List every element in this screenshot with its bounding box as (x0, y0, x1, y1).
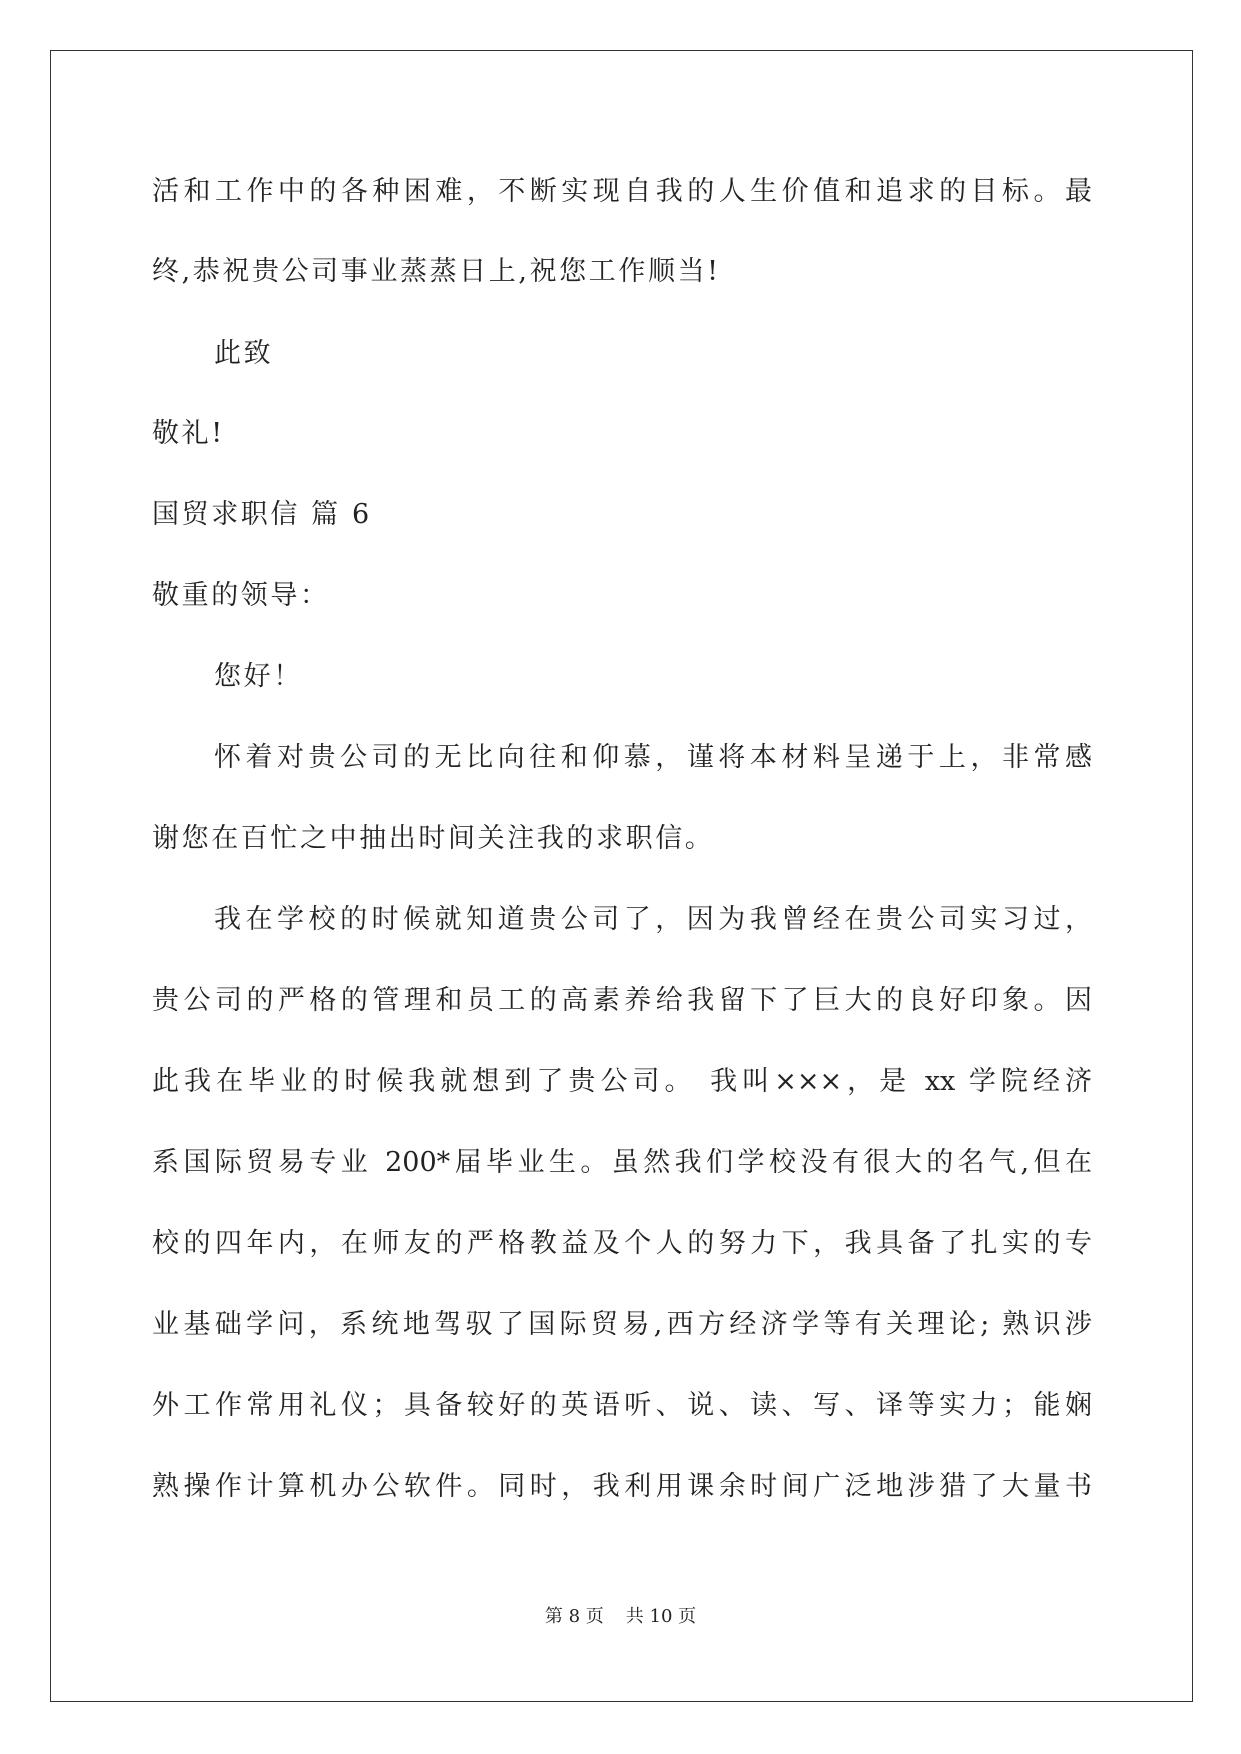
text-line: 谢您在百忙之中抽出时间关注我的求职信。 (152, 823, 715, 854)
letter-hello: 您好！ (214, 661, 303, 692)
text-line: 业基础学问，系统地驾驭了国际贸易,西方经济学等有关理论; 熟识涉 (152, 1309, 1092, 1340)
text-line: 活和工作中的各种困难，不断实现自我的人生价值和追求的目标。最 (152, 176, 1092, 207)
text-line: 我在学校的时候就知道贵公司了，因为我曾经在贵公司实习过， (214, 904, 1092, 935)
letter-greeting: 敬重的领导： (152, 580, 330, 611)
page-border (50, 50, 1193, 1702)
page-total: 共 10 页 (625, 1606, 697, 1627)
closing-phrase: 此致 (214, 338, 274, 369)
text-line: 终,恭祝贵公司事业蒸蒸日上,祝您工作顺当! (152, 256, 721, 287)
salutation-closing: 敬礼! (152, 418, 225, 449)
text-line: 怀着对贵公司的无比向往和仰慕，谨将本材料呈递于上，非常感 (214, 742, 1092, 773)
page-number: 第 8 页 (544, 1606, 604, 1627)
text-line: 贵公司的严格的管理和员工的高素养给我留下了巨大的良好印象。因 (152, 985, 1092, 1016)
text-line: 外工作常用礼仪；具备较好的英语听、说、读、写、译等实力；能娴 (152, 1390, 1092, 1421)
text-line: 此我在毕业的时候我就想到了贵公司。 我叫×××，是 xx 学院经济 (152, 1066, 1092, 1097)
page-footer (0, 1605, 1241, 1629)
text-line: 系国际贸易专业 200*届毕业生。虽然我们学校没有很大的名气,但在 (152, 1147, 1092, 1178)
text-line: 熟操作计算机办公软件。同时，我利用课余时间广泛地涉猎了大量书 (152, 1471, 1092, 1502)
text-line: 校的四年内，在师友的严格教益及个人的努力下，我具备了扎实的专 (152, 1228, 1092, 1259)
section-heading: 国贸求职信 篇 6 (152, 499, 372, 530)
